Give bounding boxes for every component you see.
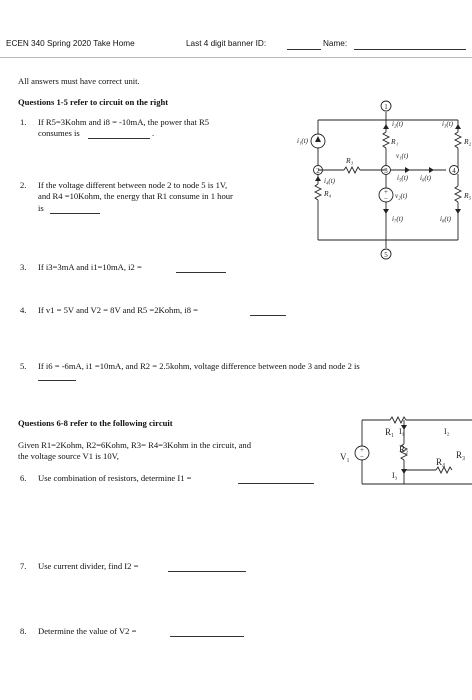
c1-i1-arrow [315, 136, 321, 142]
c1-label-i6: i₆(t) [420, 174, 431, 182]
q7-answer-blank[interactable] [168, 571, 246, 572]
c1-label-v1: v₁(t) [396, 152, 409, 160]
name-blank[interactable] [354, 49, 466, 50]
banner-id-label: Last 4 digit banner ID: [186, 39, 267, 48]
banner-id-blank[interactable] [287, 49, 321, 50]
c2-label-i1: I₁ [399, 427, 405, 436]
c1-v2-minus: − [384, 195, 388, 203]
c1-label-r4: R₄ [324, 189, 332, 198]
q2-answer-blank[interactable] [50, 213, 100, 214]
c1-label-i8: i₈(t) [440, 215, 451, 223]
q4-number: 4. [20, 305, 27, 315]
q1-line1: If R5=3Kohm and i8 = -10mA, the power that R5 [38, 117, 210, 127]
c1-r3 [344, 167, 360, 173]
q8-text: Determine the value of V2 = [38, 626, 137, 636]
q3-answer-blank[interactable] [176, 272, 226, 273]
c2-label-i3: I₃ [392, 471, 398, 480]
c1-label-i1: i₁(t) [297, 137, 308, 145]
c1-label-i2: i₂(t) [392, 120, 403, 128]
q4-answer-blank[interactable] [250, 315, 286, 316]
q6-number: 6. [20, 473, 27, 483]
c1-v2-plus: + [384, 188, 388, 196]
c2-label-r3: R₃ [456, 450, 466, 460]
c1-i8-arrow [455, 209, 461, 214]
q2-line1: If the voltage different between node 2 to node 5 is 1V, [38, 180, 228, 190]
c1-label-i3: i₃(t) [442, 120, 453, 128]
q8-number: 8. [20, 626, 27, 636]
q1-number: 1. [20, 117, 27, 127]
c1-r2 [455, 132, 461, 148]
c1-label-i4: i₄(t) [324, 177, 335, 185]
c1-node-1-num: 1 [384, 103, 388, 111]
c1-label-r5: R₅ [464, 191, 472, 200]
section2-heading: Questions 6-8 refer to the following circuit [18, 418, 173, 428]
c1-i2-arrow [383, 124, 389, 129]
q1-period: . [152, 128, 155, 138]
c1-i3-arrow [455, 124, 461, 129]
q8-answer-blank[interactable] [170, 636, 244, 637]
q2-line2: and R4 =10Kohm, the energy that R1 consume in 1 hour [38, 191, 233, 201]
q1-answer-blank[interactable] [88, 138, 150, 139]
c1-node-4-num: 4 [452, 167, 456, 175]
q2-number: 2. [20, 180, 27, 190]
c2-i3-arrow [401, 469, 407, 474]
c1-i4-arrow [315, 176, 321, 181]
circuit-diagram-1 [290, 92, 470, 268]
c1-node-3-num: 3 [384, 167, 388, 175]
c1-node-2-num: 2 [316, 167, 320, 175]
name-label: Name: [323, 39, 348, 48]
c1-label-i7: i₇(t) [392, 215, 403, 223]
q6-answer-blank[interactable] [238, 483, 314, 484]
c1-label-v2: v₂(t) [395, 192, 408, 200]
c2-label-v1: V₁ [340, 452, 350, 462]
c1-node-5-num: 5 [384, 251, 388, 259]
c1-r1 [383, 132, 389, 148]
c1-r5 [455, 186, 461, 202]
header-divider [0, 57, 472, 58]
c1-i7-arrow [383, 209, 389, 214]
c1-label-i5: i₅(t) [397, 174, 408, 182]
q3-text: If i3=3mA and i1=10mA, i2 = [38, 262, 142, 272]
instructions: All answers must have correct unit. [18, 76, 140, 86]
given-line1: Given R1=2Kohm, R2=6Kohm, R3= R4=3Kohm in the circuit, and [18, 440, 252, 450]
q5-text: If i6 = -6mA, i1 =10mA, and R2 = 2.5kohm, voltage difference between node 3 and node 2 is [38, 361, 360, 371]
c1-label-r1: R₁ [391, 137, 399, 146]
c2-label-r4: R₄ [436, 457, 446, 467]
circuit-diagram-2 [340, 410, 472, 490]
given-line2: the voltage source V1 is 10V, [18, 451, 119, 461]
q3-number: 3. [20, 262, 27, 272]
q7-number: 7. [20, 561, 27, 571]
q5-number: 5. [20, 361, 27, 371]
c2-label-r1: R₁ [385, 427, 395, 437]
q6-text: Use combination of resistors, determine I1 = [38, 473, 192, 483]
c2-label-i2: I₂ [444, 427, 450, 436]
c1-label-r2: R₂ [464, 137, 472, 146]
c2-v1-minus: − [360, 453, 364, 461]
c1-i5-arrow [405, 167, 410, 173]
q7-text: Use current divider, find I2 = [38, 561, 139, 571]
c2-v1-plus: + [360, 446, 364, 454]
section1-heading: Questions 1-5 refer to circuit on the right [18, 97, 169, 107]
q2-line3: is [38, 203, 44, 213]
course-title: ECEN 340 Spring 2020 Take Home [6, 39, 135, 48]
q4-text: If v1 = 5V and V2 = 8V and R5 =2Kohm, i8 = [38, 305, 198, 315]
c2-label-r2: R₂ [399, 444, 409, 454]
c1-i6-arrow [429, 167, 434, 173]
q5-answer-blank[interactable] [38, 380, 76, 381]
c2-r4 [436, 467, 452, 473]
c1-r4 [315, 184, 321, 200]
q1-line2: consumes is [38, 128, 80, 138]
c1-label-r3: R₃ [346, 156, 354, 165]
